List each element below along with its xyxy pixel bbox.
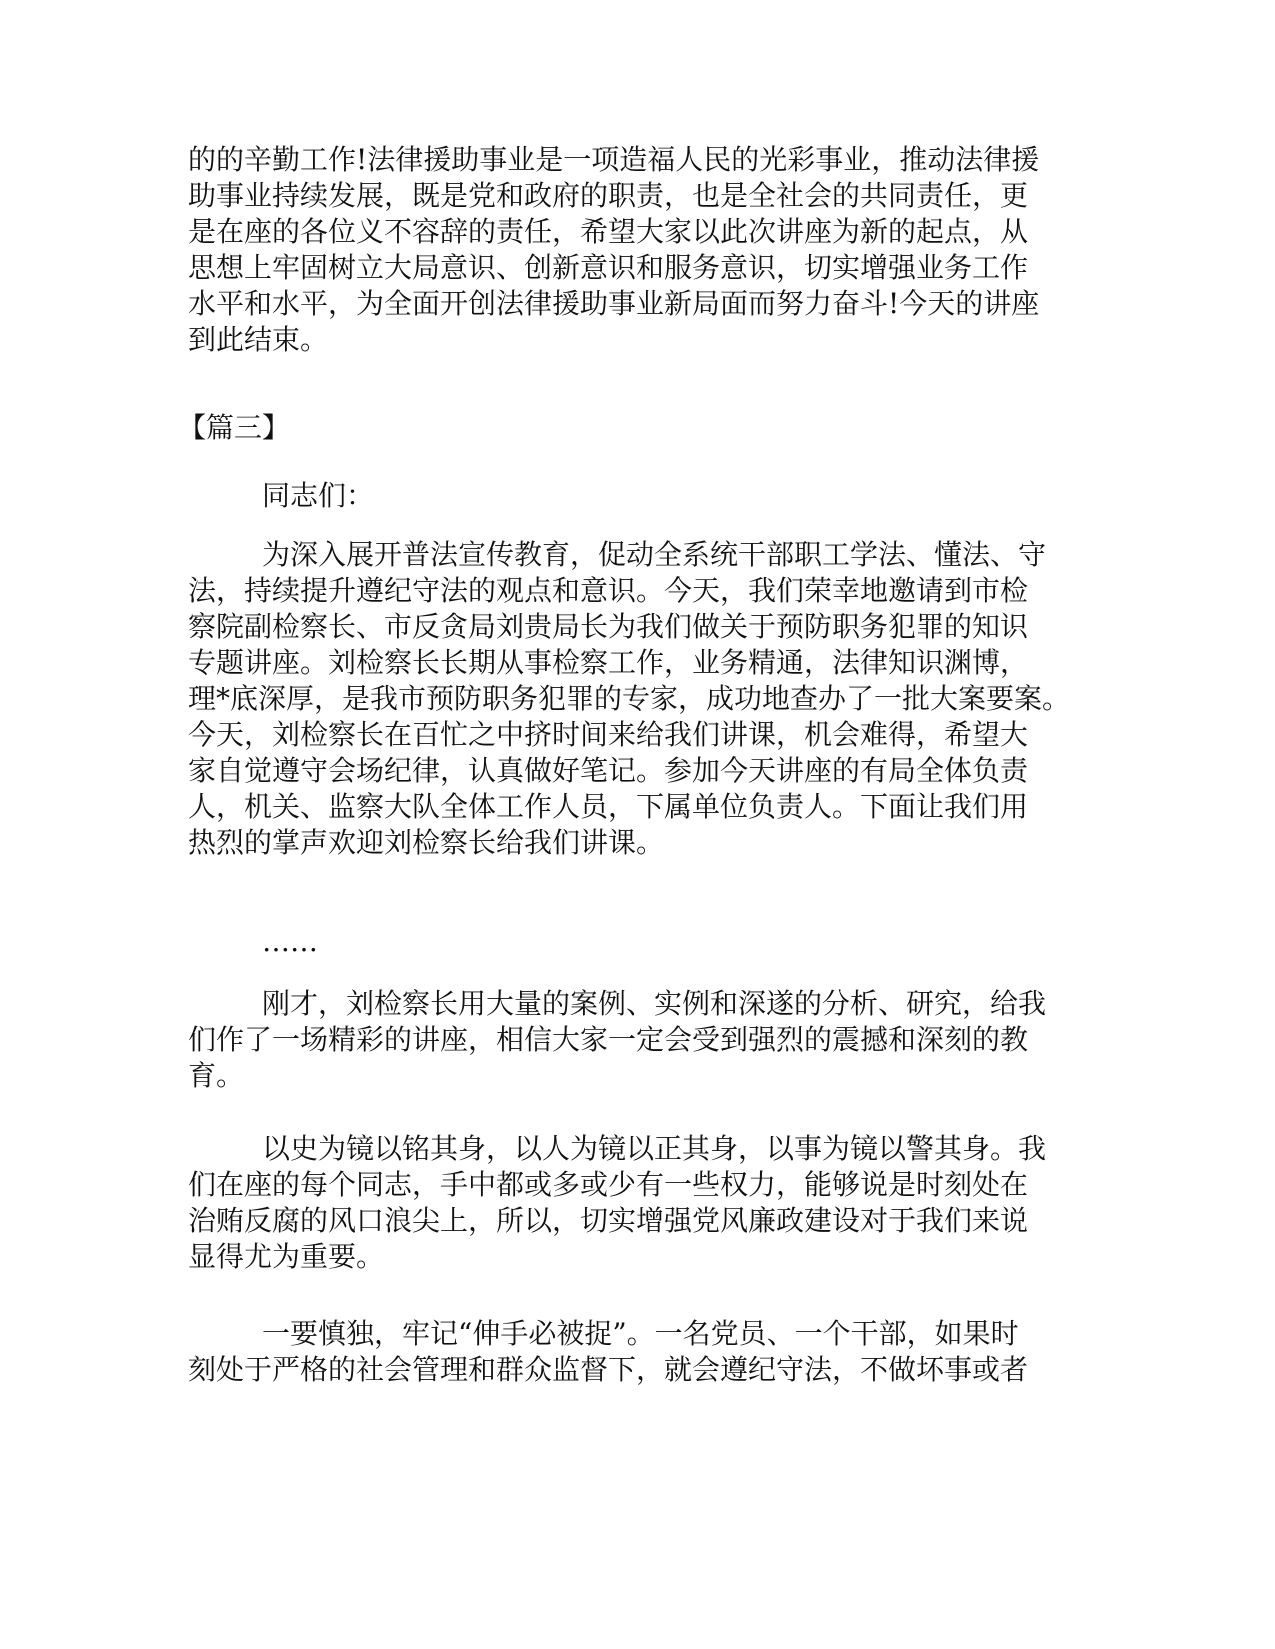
text-line: 育。	[188, 1059, 245, 1092]
text-line: 的的辛勤工作!法律援助事业是一项造福人民的光彩事业，推动法律援	[188, 143, 1040, 176]
ellipsis-text: ……	[262, 925, 318, 958]
text-line: 们在座的每个同志，手中都或多或少有一些权力，能够说是时刻处在	[188, 1168, 1029, 1201]
text-line: 热烈的掌声欢迎刘检察长给我们讲课。	[188, 826, 665, 859]
text-line: 一要慎独，牢记“伸手必被捉”。一名党员、一个干部，如果时	[262, 1317, 1019, 1350]
text-line: 理*底深厚，是我市预防职务犯罪的专家，成功地查办了一批大案要案。	[188, 682, 1071, 715]
text-line: 刻处于严格的社会管理和群众监督下，就会遵纪守法，不做坏事或者	[188, 1353, 1029, 1386]
paragraph-after-lecture	[188, 986, 1088, 1094]
text-line: 是在座的各位义不容辞的责任，希望大家以此次讲座为新的起点，从	[188, 215, 1029, 248]
text-line: 刚才，刘检察长用大量的案例、实例和深遂的分析、研究，给我	[262, 987, 1047, 1020]
paragraph-first-point	[188, 1316, 1088, 1388]
text-line: 人，机关、监察大队全体工作人员，下属单位负责人。下面让我们用	[188, 790, 1029, 823]
text-line: 家自觉遵守会场纪律，认真做好笔记。参加今天讲座的有局全体负责	[188, 754, 1029, 787]
text-line: 思想上牢固树立大局意识、创新意识和服务意识，切实增强业务工作	[188, 251, 1029, 284]
text-line: 今天，刘检察长在百忙之中挤时间来给我们讲课，机会难得，希望大	[188, 718, 1029, 751]
salutation	[188, 478, 1088, 514]
text-line: 以史为镜以铭其身，以人为镜以正其身，以事为镜以警其身。我	[262, 1132, 1047, 1165]
ellipsis	[188, 924, 1088, 960]
text-line: 察院副检察长、市反贪局刘贵局长为我们做关于预防职务犯罪的知识	[188, 610, 1029, 643]
text-line: 助事业持续发展，既是党和政府的职责，也是全社会的共同责任，更	[188, 179, 1029, 212]
text-line: 法，持续提升遵纪守法的观点和意识。今天，我们荣幸地邀请到市检	[188, 574, 1029, 607]
section-heading	[178, 410, 1078, 446]
text-line: 专题讲座。刘检察长长期从事检察工作，业务精通，法律知识渊博，	[188, 646, 1029, 679]
paragraph-continuation	[188, 142, 1088, 358]
text-line: 到此结束。	[188, 323, 329, 356]
salutation-text: 同志们：	[262, 479, 375, 512]
paragraph-intro	[188, 537, 1088, 861]
paragraph-history-mirror	[188, 1131, 1088, 1275]
section-title: 【篇三】	[178, 411, 291, 444]
text-line: 水平和水平，为全面开创法律援助事业新局面而努力奋斗!今天的讲座	[188, 287, 1040, 320]
text-line: 们作了一场精彩的讲座，相信大家一定会受到强烈的震撼和深刻的教	[188, 1023, 1029, 1056]
text-line: 治贿反腐的风口浪尖上，所以，切实增强党风廉政建设对于我们来说	[188, 1204, 1029, 1237]
text-line: 为深入展开普法宣传教育，促动全系统干部职工学法、懂法、守	[262, 538, 1047, 571]
text-line: 显得尤为重要。	[188, 1240, 385, 1273]
